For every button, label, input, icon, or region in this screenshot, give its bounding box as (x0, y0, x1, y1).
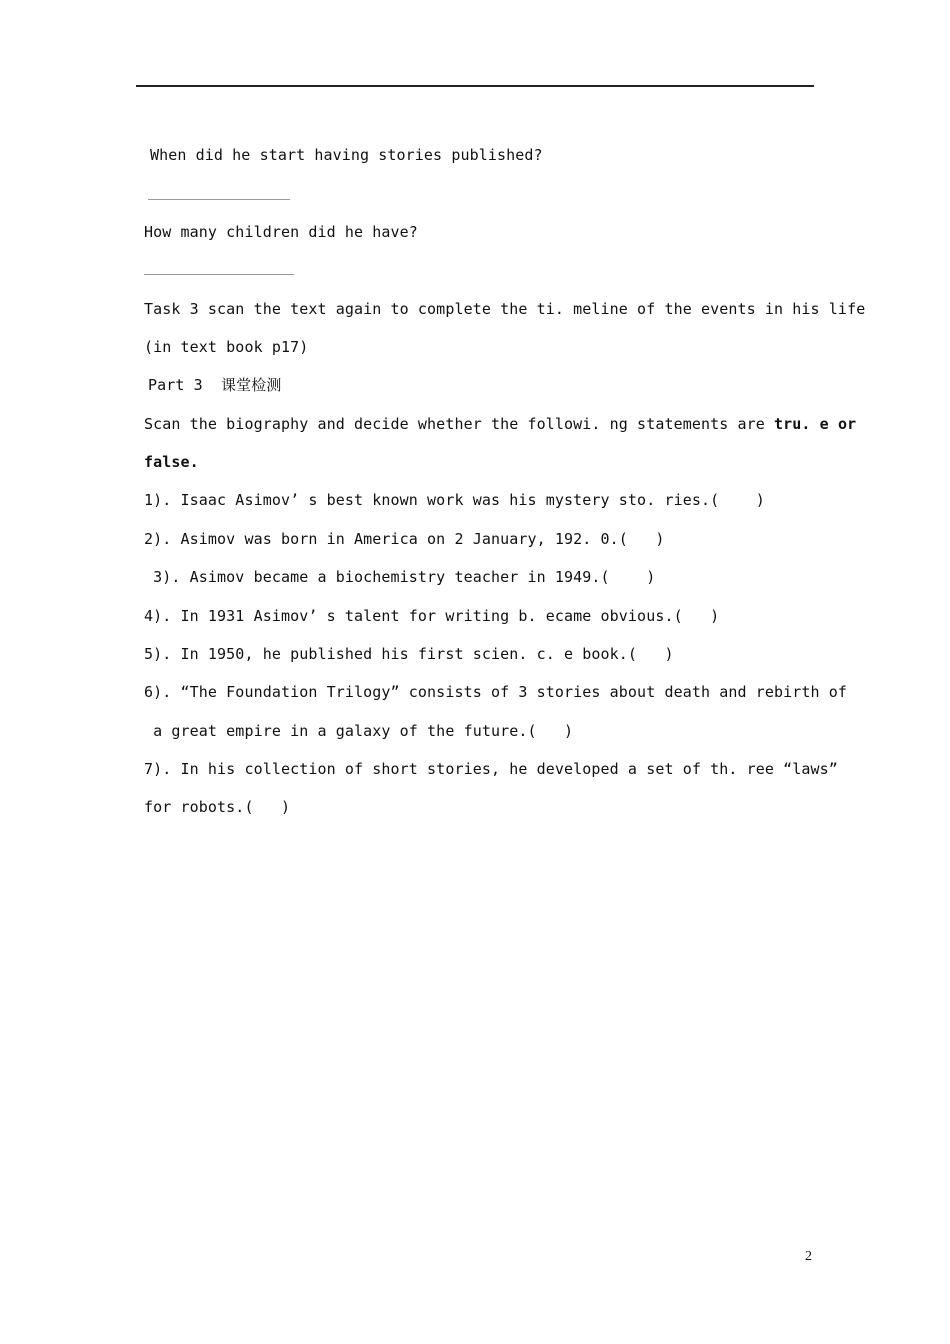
task3-line-1: Task 3 scan the text again to complete the ti. meline of the events in his life (144, 300, 866, 318)
statement-4: 4). In 1931 Asimov’ s talent for writing b. ecame obvious.( ) (144, 607, 720, 625)
task3-line-2: (in text book p17) (144, 338, 309, 356)
question-published: When did he start having stories published? (150, 146, 543, 164)
answer-blank-published[interactable] (148, 199, 290, 200)
statement-3: 3). Asimov became a biochemistry teacher in 1949.( ) (144, 568, 656, 586)
part3-heading: Part 3 课堂检测 (148, 376, 282, 394)
question-children: How many children did he have? (144, 223, 418, 241)
page-number: 2 (805, 1249, 812, 1264)
part3-instruction-line-1 (144, 414, 856, 434)
statement-7-line-1: 7). In his collection of short stories, he developed a set of th. ree “laws” (144, 760, 838, 778)
header-rule (136, 85, 814, 87)
statement-6-line-2: a great empire in a galaxy of the future.( ) (144, 722, 574, 740)
statement-5: 5). In 1950, he published his first scien. c. e book.( ) (144, 645, 674, 663)
part3-instruction-bold-a: tru. e or (774, 415, 857, 433)
answer-blank-children[interactable] (144, 274, 294, 275)
statement-6-line-1: 6). “The Foundation Trilogy” consists of 3 stories about death and rebirth of (144, 683, 848, 701)
statement-1: 1). Isaac Asimov’ s best known work was his mystery sto. ries.( ) (144, 491, 765, 509)
statement-7-line-2: for robots.( ) (144, 798, 291, 816)
statement-2: 2). Asimov was born in America on 2 January, 192. 0.( ) (144, 530, 665, 548)
part3-instruction-text: Scan the biography and decide whether the followi. ng statements are (144, 415, 775, 433)
part3-instruction-line-2: false. (144, 453, 199, 471)
